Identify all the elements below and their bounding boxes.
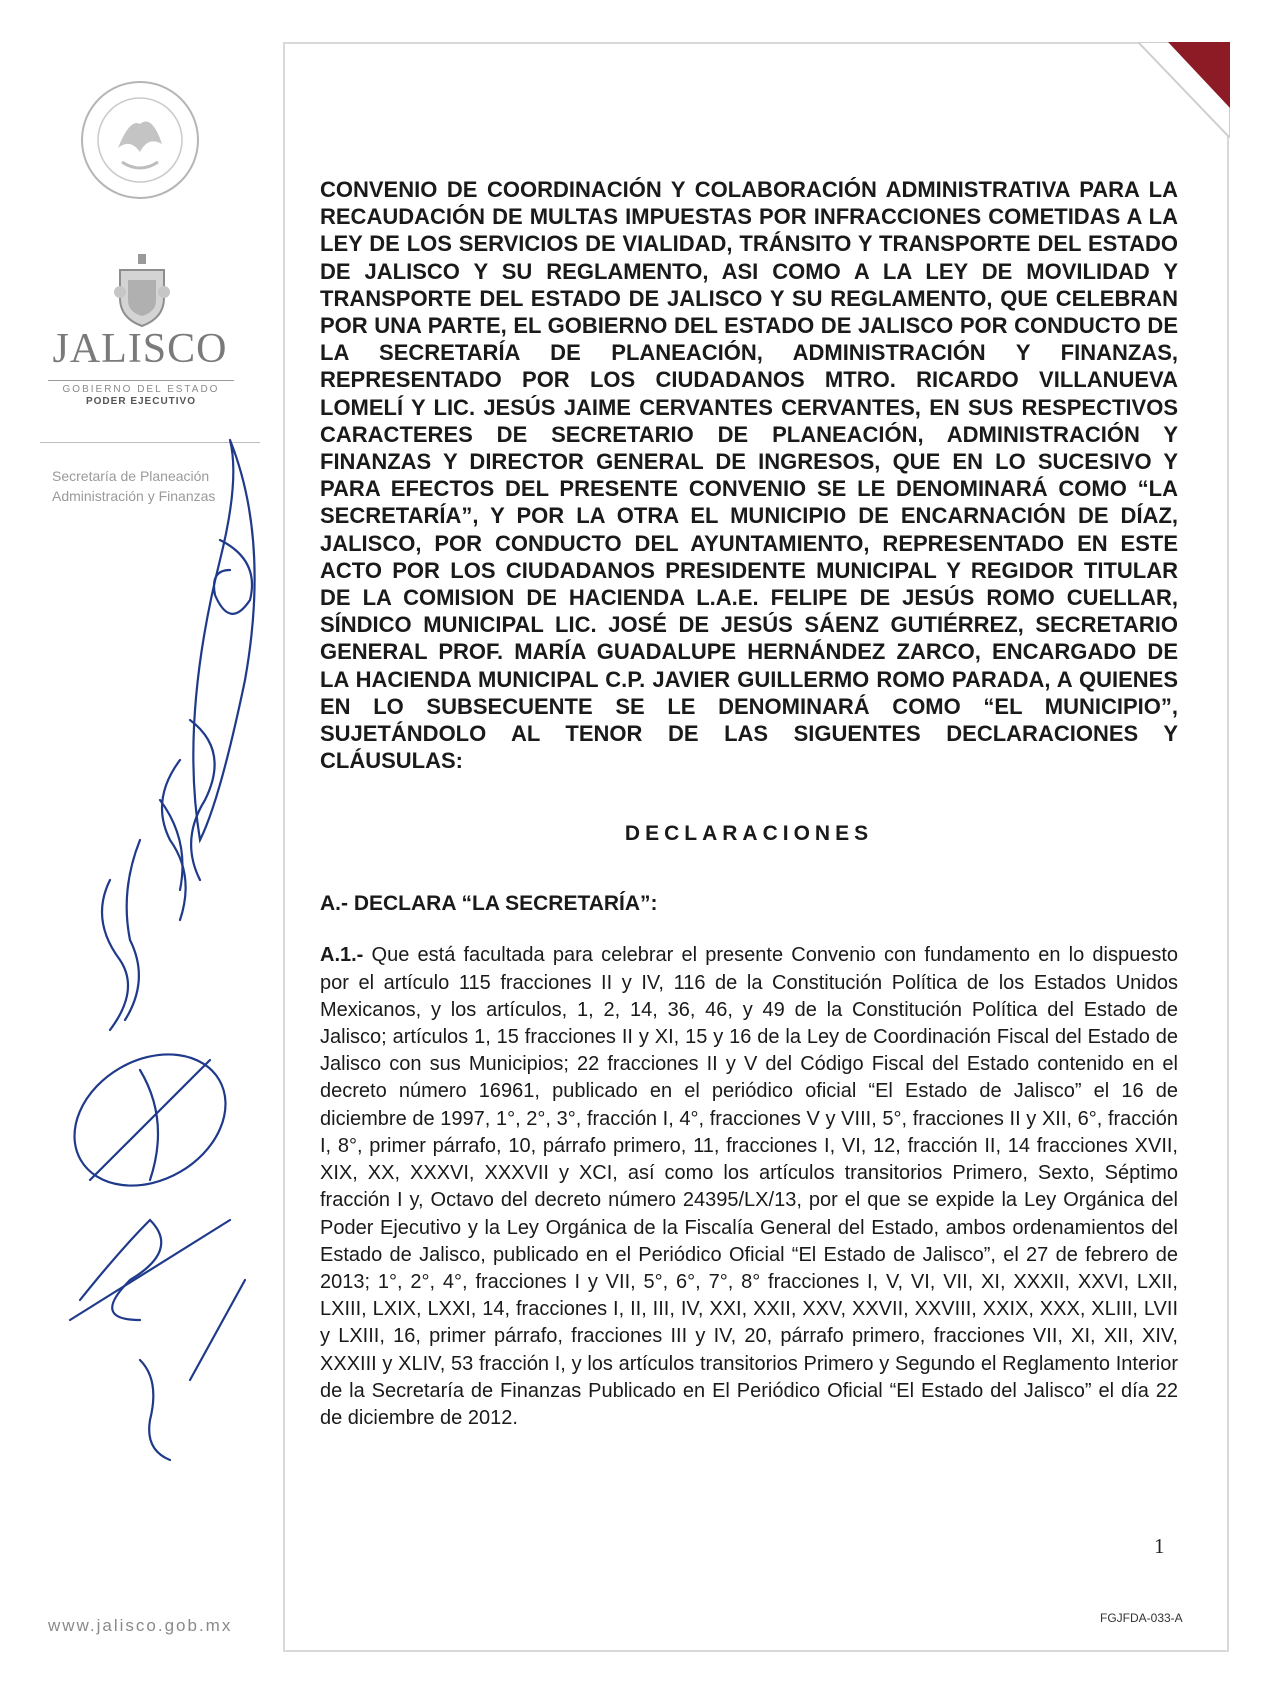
jalisco-logo: JALISCO <box>52 326 228 372</box>
jalisco-coat-of-arms-icon <box>112 252 172 330</box>
document-body <box>320 176 1178 1432</box>
national-seal-icon <box>78 78 202 202</box>
handwritten-signatures <box>30 420 290 1570</box>
paragraph-text: Que está facultada para celebrar el presente Convenio con fundamento en lo dispuesto por el artículo 115 fracciones II y IV, 116 de la Constitución Política de los Estados Unidos Mexicanos, y los artículos, 1, 2, 14, 36, 46, y 49 de la Constitución Política del Estado de Jalisco; artículos 1, 15 fracciones II y XI, 15 y 16 de la Ley de Coordinación Fiscal del Estado de Jalisco con sus Municipios; 22 fracciones II y V del Código Fiscal del Estado contenido en el decreto número 16961, publicado en el periódico oficial “El Estado de Jalisco” el 16 de diciembre de 1997, 1°, 2°, 3°, fracción I, 4°, fracciones V y VIII, 5°, fracciones II y XII, 6°, fracción I, 8°, primer párrafo, 10, párrafo primero, 11, fracciones I, VI, 12, fracción II, 14 fracciones XVII, XIX, XX, XXXVI, XXXVII y XCI, así como los artículos transitorios Primero, Sexto, Séptimo fracción I y, Octavo del decreto número 24395/LX/13, por el que se expide la Ley Orgánica del Poder Ejecutivo y la Ley Orgánica de la Fiscalía General del Estado, ambos ordenamientos del Estado de Jalisco, publicado en el Periódico Oficial “El Estado de Jalisco”, el 27 de febrero de 2013; 1°, 2°, 4°, fracciones I y VII, 5°, 6°, 7°, 8° fracciones I, V, VI, VII, XI, XXXII, XXVI, LXII, LXIII, LXIX, LXXI, 14, fracciones I, II, III, IV, XXI, XXII, XXV, XXVII, XXVIII, XXIX, XXX, XLIII, LVII y LXIII, 16, primer párrafo, fracciones III y IV, 20, párrafo primero, fracciones VII, XI, XII, XIV, XXXIII y XLIV, 53 fracción I, y los artículos transitorios Primero y Segundo el Reglamento Interior de la Secretaría de Finanzas Publicado en El Periódico Oficial “El Estado del Jalisco” el día 22 de diciembre de 2012. <box>320 944 1178 1429</box>
declaration-paragraph <box>320 942 1178 1432</box>
declaration-subheading: A.- DECLARA “LA SECRETARÍA”: <box>320 892 658 916</box>
agreement-title: CONVENIO DE COORDINACIÓN Y COLABORACIÓN ADMINISTRATIVA PARA LA RECAUDACIÓN DE MULTAS IMPUESTAS POR INFRACCIONES COMETIDAS A LA LEY DE LOS SERVICIOS DE VIALIDAD, TRÁNSITO Y TRANSPORTE DEL ESTADO DE JALISCO Y SU REGLAMENTO, ASI COMO A LA LEY DE MOVILIDAD Y TRANSPORTE DEL ESTADO DE JALISCO Y SU REGLAMENTO, QUE CELEBRAN POR UNA PARTE, EL GOBIERNO DEL ESTADO DE JALISCO POR CONDUCTO DE LA SECRETARÍA DE PLANEACIÓN, ADMINISTRACIÓN Y FINANZAS, REPRESENTADO POR LOS CIUDADANOS MTRO. RICARDO VILLANUEVA LOMELÍ Y LIC. JESÚS JAIME CERVANTES CERVANTES, EN SUS RESPECTIVOS CARACTERES DE SECRETARIO DE PLANEACIÓN, ADMINISTRACIÓN Y FINANZAS Y DIRECTOR GENERAL DE INGRESOS, QUE EN LO SUCESIVO Y PARA EFECTOS DEL PRESENTE CONVENIO SE LE DENOMINARÁ COMO “LA SECRETARÍA”, Y POR LA OTRA EL MUNICIPIO DE ENCARNACIÓN DE DÍAZ, JALISCO, POR CONDUCTO DEL AYUNTAMIENTO, REPRESENTADO EN ESTE ACTO POR LOS CIUDADANOS PRESIDENTE MUNICIPAL Y REGIDOR TITULAR DE LA COMISION DE HACIENDA L.A.E. FELIPE DE JESÚS ROMO CUELLAR, SÍNDICO MUNICIPAL LIC. JOSÉ DE JESÚS SÁENZ GUTIÉRREZ, SECRETARIO GENERAL PROF. MARÍA GUADALUPE HERNÁNDEZ ZARCO, ENCARGADO DE LA HACIENDA MUNICIPAL C.P. JAVIER GUILLERMO ROMO PARADA, A QUIENES EN LO SUBSECUENTE SE LE DENOMINARÁ COMO “EL MUNICIPIO”, SUJETÁNDOLO AL TENOR DE LAS SIGUENTES DECLARACIONES Y CLÁUSULAS: <box>320 177 1178 774</box>
secretariat-line-2: Administración y Finanzas <box>52 488 216 504</box>
paragraph-label: A.1.- <box>320 944 364 967</box>
corner-fold-icon <box>1138 42 1230 138</box>
sidebar <box>0 0 283 1705</box>
document-code: FGJFDA-033-A <box>1100 1611 1183 1625</box>
executive-line: PODER EJECUTIVO <box>85 396 197 407</box>
page-number: 1 <box>1154 1534 1165 1558</box>
government-line: GOBIERNO DEL ESTADO <box>48 380 234 395</box>
website-url: www.jalisco.gob.mx <box>48 1616 233 1635</box>
section-heading: DECLARACIONES <box>624 822 874 846</box>
secretariat-line-1: Secretaría de Planeación <box>52 468 210 484</box>
